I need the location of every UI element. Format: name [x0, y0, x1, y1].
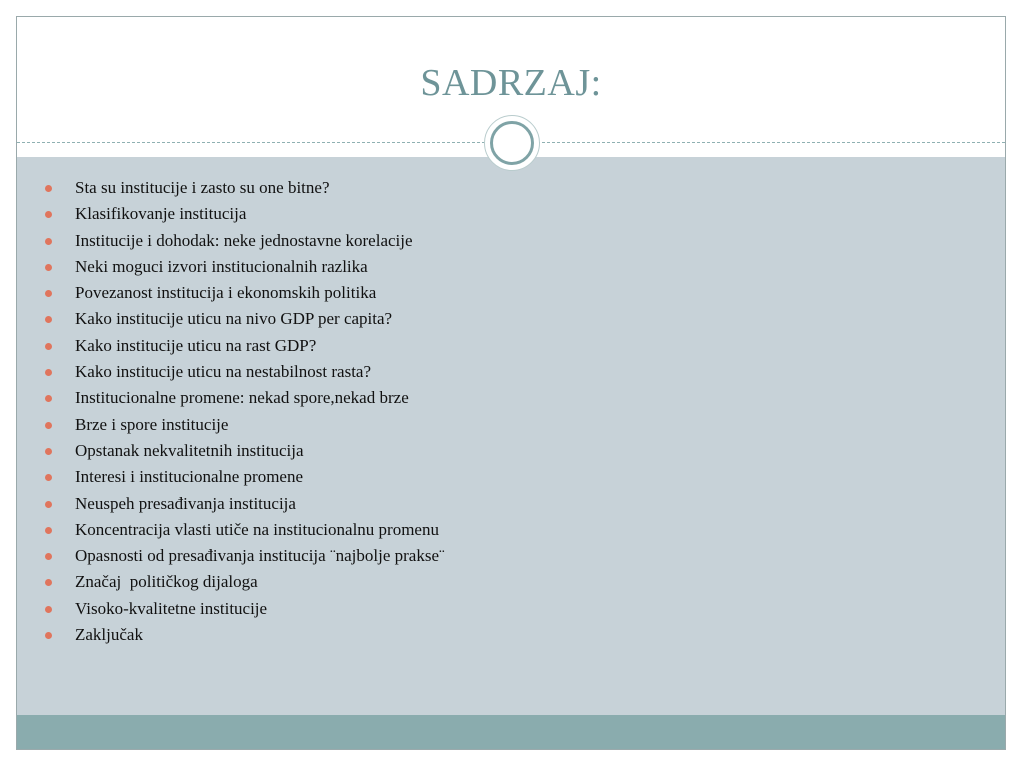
list-item-text: Interesi i institucionalne promene [75, 467, 304, 487]
list-item [45, 254, 445, 280]
list-item-text: Koncentracija vlasti utiče na institucionalnu promenu [75, 519, 439, 539]
bullet-icon [45, 474, 52, 481]
list-item [45, 385, 445, 411]
bullet-icon [45, 422, 52, 429]
bullet-icon [45, 343, 52, 350]
list-item [45, 491, 445, 517]
divider-ring [490, 121, 534, 165]
list-item-text: Neki moguci izvori institucionalnih razlika [75, 256, 368, 276]
list-item [45, 201, 445, 227]
list-item-text: Značaj političkog dijaloga [75, 572, 258, 592]
slide-title: SADRZAJ: [420, 62, 602, 104]
list-item [45, 280, 445, 306]
bullet-icon [45, 632, 52, 639]
bullet-icon [45, 290, 52, 297]
list-item [45, 306, 445, 332]
list-item-text: Opasnosti od presađivanja institucija ¨najbolje prakse¨ [75, 546, 445, 566]
list-item [45, 622, 445, 648]
list-item-text: Kako institucije uticu na nestabilnost rasta? [75, 362, 372, 382]
list-item-text: Institucije i dohodak: neke jednostavne korelacije [75, 230, 413, 250]
list-item [45, 333, 445, 359]
bullet-icon [45, 527, 52, 534]
bullet-icon [45, 448, 52, 455]
bullet-icon [45, 501, 52, 508]
list-item-text: Visoko-kvalitetne institucije [75, 598, 268, 618]
list-item-text: Neuspeh presađivanja institucija [75, 493, 296, 513]
list-item [45, 543, 445, 569]
list-item [45, 228, 445, 254]
bullet-icon [45, 316, 52, 323]
list-item-text: Kako institucije uticu na nivo GDP per capita? [75, 309, 393, 329]
content-list [45, 175, 445, 648]
list-item [45, 596, 445, 622]
bullet-icon [45, 606, 52, 613]
list-item-text: Opstanak nekvalitetnih institucija [75, 440, 304, 460]
bullet-icon [45, 369, 52, 376]
list-item-text: Zaključak [75, 625, 143, 645]
list-item [45, 175, 445, 201]
list-item [45, 359, 445, 385]
list-item [45, 438, 445, 464]
list-item-text: Sta su institucije i zasto su one bitne? [75, 178, 330, 197]
list-item [45, 569, 445, 595]
footer-bar [17, 715, 1005, 750]
divider-circle-icon [484, 115, 540, 171]
list-item [45, 517, 445, 543]
list-item-text: Brze i spore institucije [75, 414, 229, 434]
slide [16, 16, 1006, 750]
list-item-text: Institucionalne promene: nekad spore,nekad brze [75, 388, 409, 408]
list-item [45, 412, 445, 438]
bullet-icon [45, 264, 52, 271]
list-item-text: Klasifikovanje institucija [75, 204, 247, 224]
list-item [45, 464, 445, 490]
list-item-text: Kako institucije uticu na rast GDP? [75, 335, 317, 355]
bullet-icon [45, 395, 52, 402]
bullet-icon [45, 553, 52, 560]
bullet-icon [45, 211, 52, 218]
bullet-icon [45, 579, 52, 586]
list-item-text: Povezanost institucija i ekonomskih politika [75, 283, 377, 303]
bullet-icon [45, 238, 52, 245]
bullet-icon [45, 185, 52, 192]
